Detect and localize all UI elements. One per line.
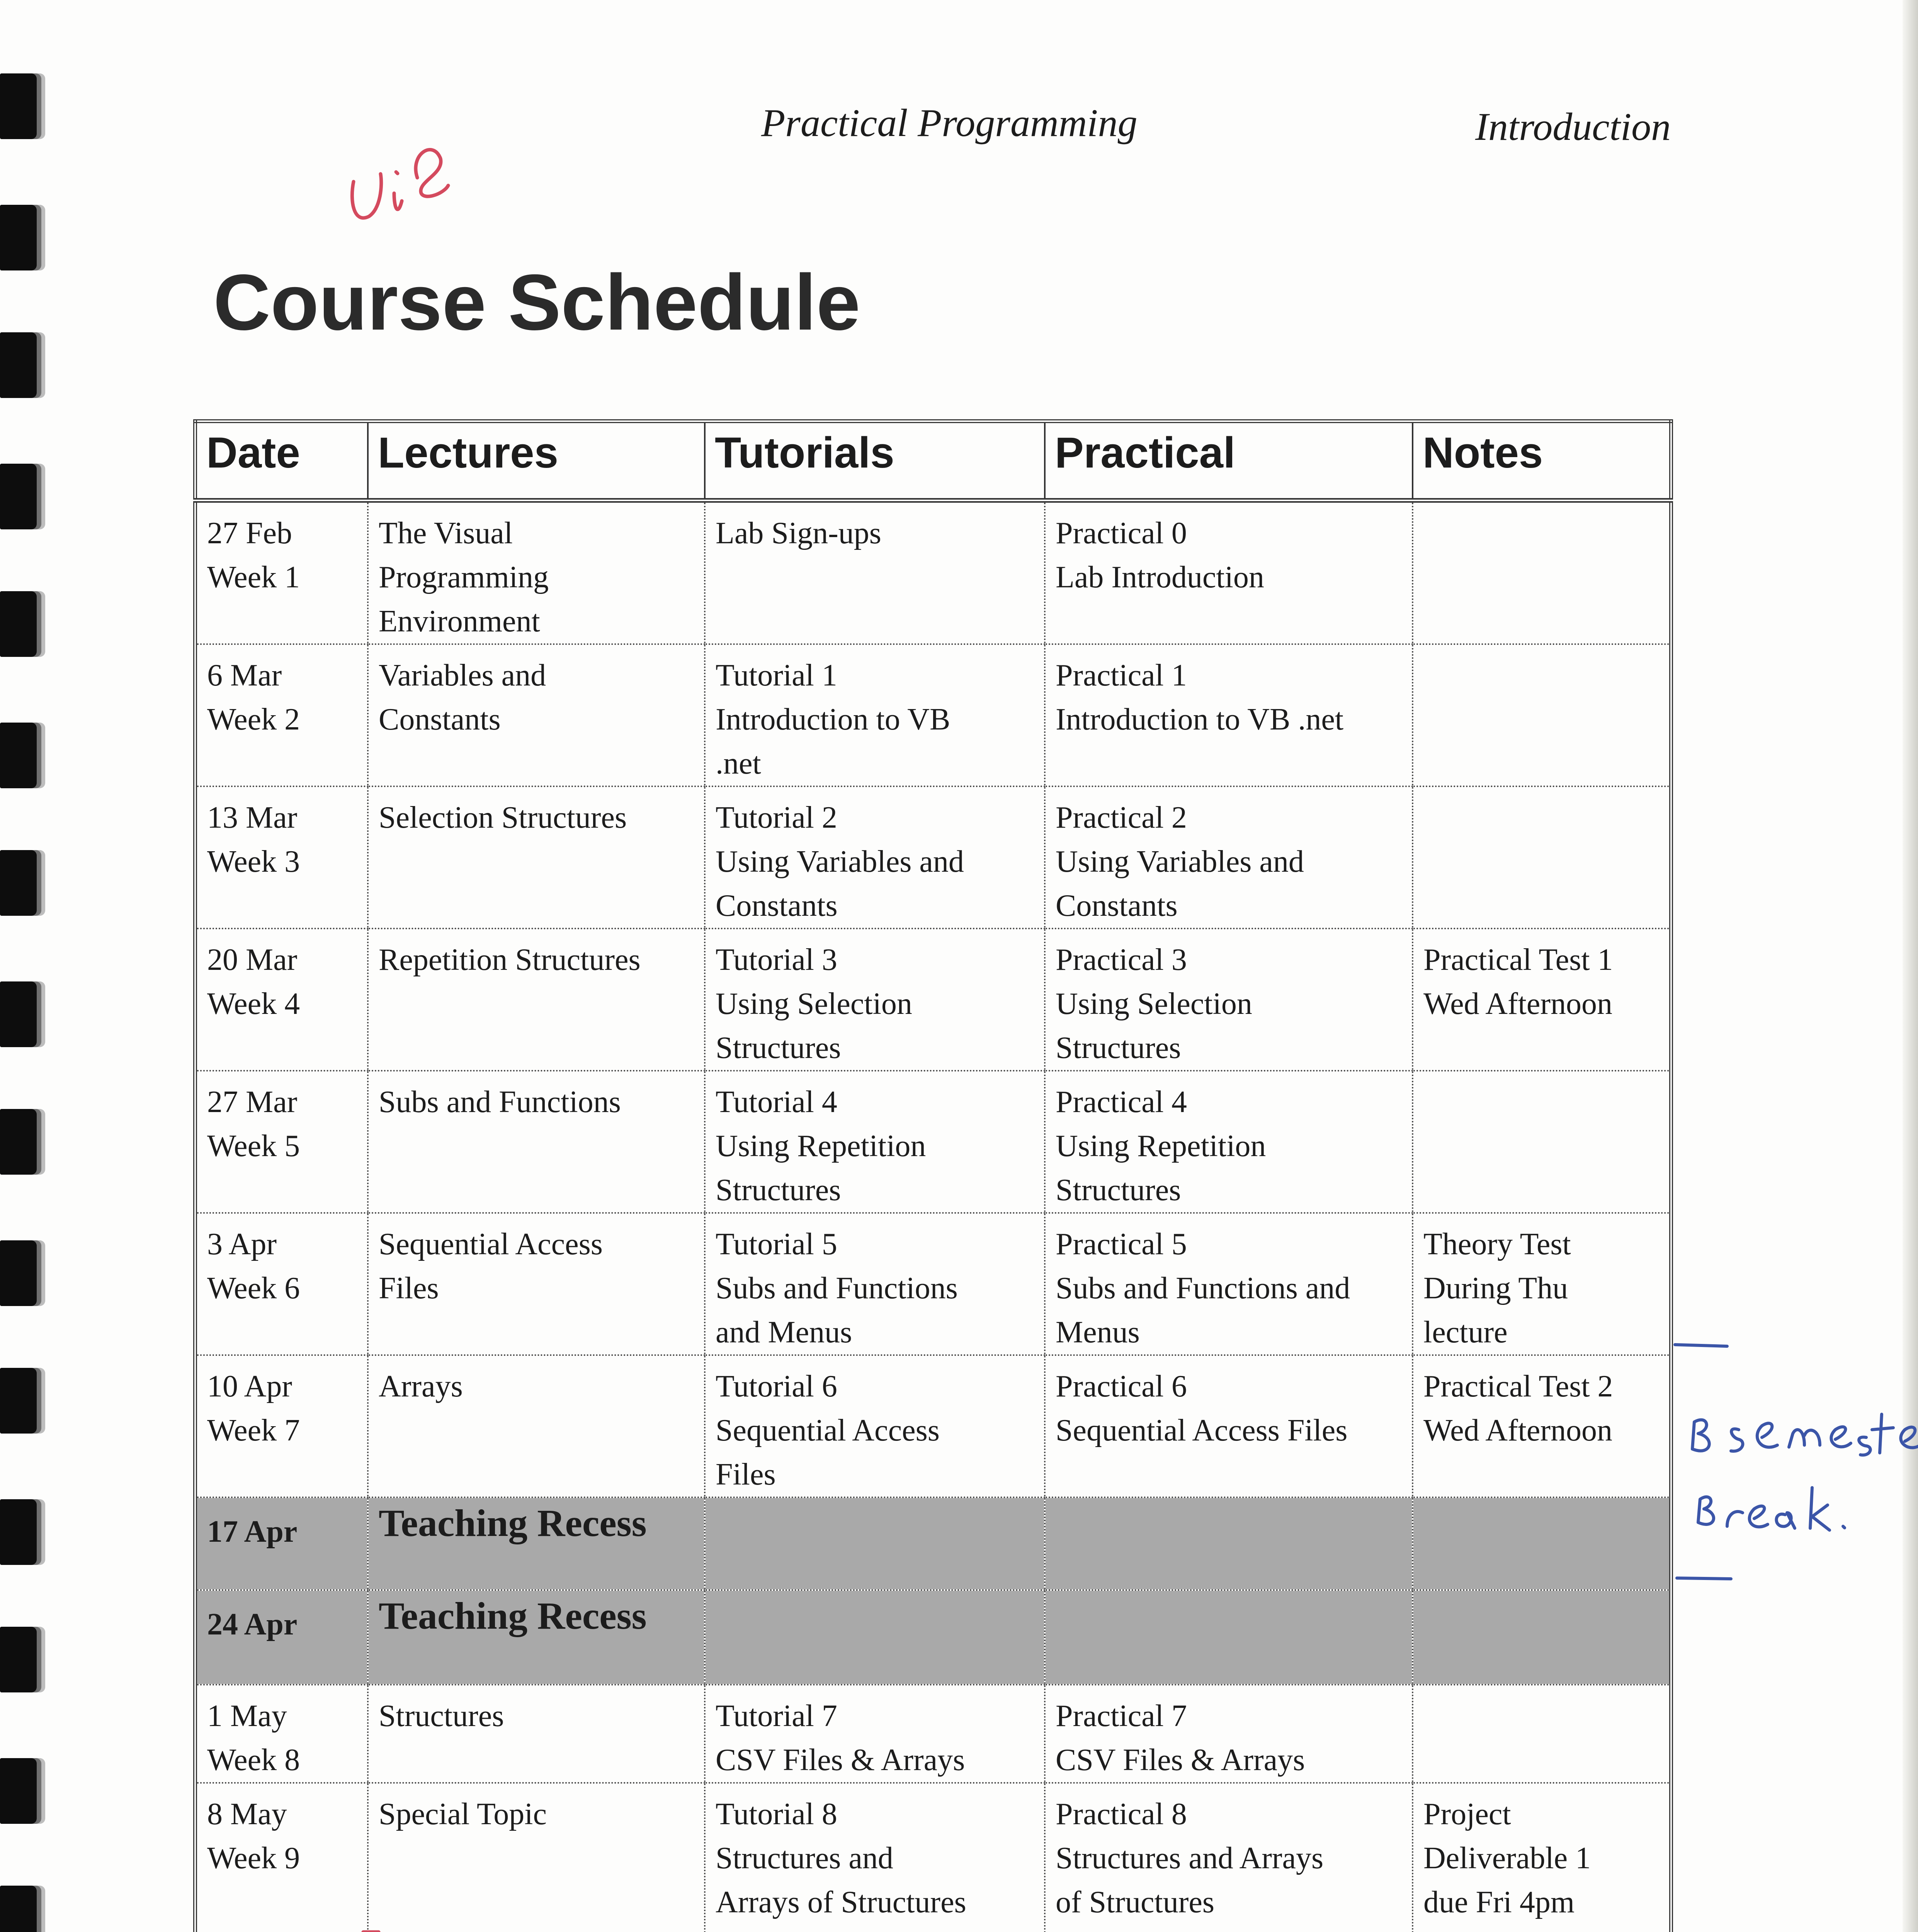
cell-text: Deliverable 1	[1423, 1841, 1591, 1875]
cell-text: Using Variables and	[716, 845, 964, 879]
cell-text: Using Repetition	[1056, 1129, 1266, 1163]
page-edge-shadow	[1903, 0, 1918, 1932]
cell-text: Week 7	[207, 1413, 300, 1447]
cell-lectures	[368, 1590, 705, 1685]
cell-date	[195, 644, 368, 786]
cell-text: 8 May	[207, 1797, 287, 1831]
table-row	[195, 1355, 1671, 1497]
cell-text: Teaching Recess	[379, 1502, 647, 1544]
cell-tutorials	[705, 644, 1045, 786]
cell-notes	[1413, 500, 1671, 644]
column-header-lectures: Lectures	[368, 421, 705, 500]
bracket-bottom-line	[1677, 1578, 1731, 1579]
cell-text: Structures	[1056, 1031, 1181, 1065]
cell-text: Practical Test 1	[1423, 943, 1613, 977]
cell-practical	[1045, 644, 1413, 786]
cell-text: Using Selection	[716, 987, 912, 1021]
cell-text: Subs and Functions	[716, 1271, 958, 1305]
cell-date	[195, 1783, 368, 1932]
cell-date	[195, 1213, 368, 1355]
cell-text: 27 Mar	[207, 1085, 298, 1119]
cell-date	[195, 1497, 368, 1590]
cell-text: Sequential Access Files	[1056, 1413, 1348, 1447]
cell-practical	[1045, 1213, 1413, 1355]
cell-text: Practical 3	[1056, 943, 1187, 977]
cell-notes	[1413, 1783, 1671, 1932]
cell-text: Tutorial 1	[716, 658, 837, 692]
cell-practical	[1045, 1355, 1413, 1497]
cell-text: Practical 5	[1056, 1227, 1187, 1261]
cell-lectures	[368, 1497, 705, 1590]
cell-tutorials	[705, 1590, 1045, 1685]
cell-text: Wed Afternoon	[1423, 1413, 1612, 1447]
cell-lectures	[368, 1355, 705, 1497]
cell-text: Subs and Functions and	[1056, 1271, 1350, 1305]
cell-text: Week 2	[207, 702, 300, 736]
cell-text: Project	[1423, 1797, 1511, 1831]
cell-notes	[1413, 1071, 1671, 1213]
cell-text: Week 1	[207, 560, 300, 594]
handwritten-initials-mark	[352, 150, 448, 218]
cell-tutorials	[705, 1685, 1045, 1783]
cell-text: Introduction to VB .net	[1056, 702, 1344, 736]
cell-text: .net	[716, 747, 761, 781]
cell-text: Using Variables and	[1056, 845, 1304, 879]
cell-text: Structures and Arrays	[1056, 1841, 1324, 1875]
cell-text: CSV Files & Arrays	[1056, 1743, 1305, 1777]
cell-text: 20 Mar	[207, 943, 298, 977]
cell-lectures	[368, 929, 705, 1071]
cell-text: Special Topic	[379, 1797, 547, 1831]
cell-text: Week 5	[207, 1129, 300, 1163]
schedule-body	[195, 500, 1671, 1932]
cell-lectures	[368, 1213, 705, 1355]
cell-text: Sequential Access	[379, 1227, 603, 1261]
cell-notes	[1413, 644, 1671, 786]
cell-text: Subs and Functions	[379, 1085, 621, 1119]
cell-text: Week 6	[207, 1271, 300, 1305]
cell-text: Teaching Recess	[379, 1594, 647, 1637]
cell-lectures	[368, 644, 705, 786]
spiral-binding	[0, 62, 50, 1932]
cell-text: Practical 6	[1056, 1369, 1187, 1403]
cell-text: Using Selection	[1056, 987, 1252, 1021]
cell-tutorials	[705, 1071, 1045, 1213]
cell-text: Arrays of Structures	[716, 1885, 966, 1919]
table-row	[195, 1213, 1671, 1355]
cell-text: Repetition Structures	[379, 943, 641, 977]
bracket-top-line	[1675, 1345, 1727, 1346]
cell-text: Week 4	[207, 987, 300, 1021]
cell-text: Practical 1	[1056, 658, 1187, 692]
handwritten-semester-break-note	[1692, 1414, 1918, 1455]
cell-date	[195, 1071, 368, 1213]
course-schedule-table	[193, 419, 1673, 1932]
cell-text: Theory Test	[1423, 1227, 1571, 1261]
cell-text: Practical Test 2	[1423, 1369, 1613, 1403]
cell-notes	[1413, 786, 1671, 929]
cell-text: Practical 2	[1056, 801, 1187, 835]
cell-practical	[1045, 786, 1413, 929]
table-row	[195, 929, 1671, 1071]
cell-text: Structures and	[716, 1841, 893, 1875]
cell-text: Tutorial 5	[716, 1227, 837, 1261]
cell-text: Tutorial 2	[716, 801, 837, 835]
cell-lectures	[368, 500, 705, 644]
cell-tutorials	[705, 1783, 1045, 1932]
cell-text: 13 Mar	[207, 801, 298, 835]
cell-text: 3 Apr	[207, 1227, 277, 1261]
cell-date	[195, 929, 368, 1071]
column-header-notes: Notes	[1413, 421, 1671, 500]
cell-text: Environment	[379, 604, 540, 638]
cell-text: and Menus	[716, 1315, 852, 1349]
cell-text: During Thu	[1423, 1271, 1568, 1305]
cell-text: Files	[379, 1271, 439, 1305]
table-row	[195, 500, 1671, 644]
table-row-recess	[195, 1497, 1671, 1590]
cell-date	[195, 1590, 368, 1685]
cell-text: Structures	[716, 1173, 841, 1207]
cell-practical	[1045, 1783, 1413, 1932]
cell-lectures	[368, 786, 705, 929]
running-header-section: Introduction	[1475, 105, 1671, 149]
table-row-recess	[195, 1590, 1671, 1685]
cell-lectures	[368, 1071, 705, 1213]
cell-text: 24 Apr	[207, 1607, 298, 1641]
cell-text: Programming	[379, 560, 549, 594]
cell-tutorials	[705, 1497, 1045, 1590]
cell-text: Tutorial 8	[716, 1797, 837, 1831]
cell-text: 27 Feb	[207, 516, 292, 550]
table-header-row	[195, 421, 1671, 500]
cell-text: Constants	[1056, 889, 1178, 923]
column-header-tutorials: Tutorials	[705, 421, 1045, 500]
cell-lectures	[368, 1685, 705, 1783]
column-header-date: Date	[195, 421, 368, 500]
cell-text: Week 9	[207, 1841, 300, 1875]
cell-text: Lab Sign-ups	[716, 516, 881, 550]
cell-text: lecture	[1423, 1315, 1508, 1349]
cell-practical	[1045, 1590, 1413, 1685]
cell-date	[195, 786, 368, 929]
cell-text: 1 May	[207, 1699, 287, 1733]
cell-notes	[1413, 1685, 1671, 1783]
cell-notes	[1413, 1497, 1671, 1590]
cell-text: Variables and	[379, 658, 546, 692]
cell-text: Selection Structures	[379, 801, 627, 835]
cell-practical	[1045, 1685, 1413, 1783]
cell-text: Structures	[379, 1699, 504, 1733]
running-header-course: Practical Programming	[761, 101, 1138, 145]
cell-text: Lab Introduction	[1056, 560, 1264, 594]
cell-tutorials	[705, 929, 1045, 1071]
cell-text: Week 3	[207, 845, 300, 879]
cell-text: The Visual	[379, 516, 513, 550]
cell-text: Practical 0	[1056, 516, 1187, 550]
cell-text: of Structures	[1056, 1885, 1215, 1919]
cell-practical	[1045, 1071, 1413, 1213]
cell-text: 6 Mar	[207, 658, 282, 692]
cell-text: Week 8	[207, 1743, 300, 1777]
cell-text: 10 Apr	[207, 1369, 292, 1403]
cell-date	[195, 1355, 368, 1497]
cell-text: Files	[716, 1458, 776, 1492]
cell-tutorials	[705, 500, 1045, 644]
cell-text: Using Repetition	[716, 1129, 926, 1163]
cell-practical	[1045, 500, 1413, 644]
cell-text: Sequential Access	[716, 1413, 940, 1447]
table-row	[195, 1071, 1671, 1213]
cell-lectures	[368, 1783, 705, 1932]
page-title: Course Schedule	[213, 258, 860, 347]
cell-text: Menus	[1056, 1315, 1140, 1349]
cell-notes	[1413, 1355, 1671, 1497]
cell-text: Practical 7	[1056, 1699, 1187, 1733]
handwritten-break-word	[1698, 1488, 1845, 1530]
cell-text: 17 Apr	[207, 1515, 298, 1549]
cell-text: Wed Afternoon	[1423, 987, 1612, 1021]
cell-practical	[1045, 929, 1413, 1071]
table-row	[195, 1783, 1671, 1932]
cell-text: CSV Files & Arrays	[716, 1743, 965, 1777]
cell-text: Tutorial 6	[716, 1369, 837, 1403]
cell-text: Practical 8	[1056, 1797, 1187, 1831]
table-row	[195, 786, 1671, 929]
cell-tutorials	[705, 1355, 1045, 1497]
cell-tutorials	[705, 1213, 1045, 1355]
cell-text: Tutorial 7	[716, 1699, 837, 1733]
cell-text: due Fri 4pm	[1423, 1885, 1575, 1919]
table-row	[195, 1685, 1671, 1783]
cell-text: Constants	[379, 702, 501, 736]
cell-date	[195, 500, 368, 644]
cell-text: Structures	[716, 1031, 841, 1065]
cell-date	[195, 1685, 368, 1783]
cell-text: Tutorial 3	[716, 943, 837, 977]
cell-notes	[1413, 1590, 1671, 1685]
cell-text: Structures	[1056, 1173, 1181, 1207]
cell-practical	[1045, 1497, 1413, 1590]
table-row	[195, 644, 1671, 786]
cell-text: Arrays	[379, 1369, 463, 1403]
cell-text: Constants	[716, 889, 838, 923]
cell-text: Introduction to VB	[716, 702, 950, 736]
cell-notes	[1413, 1213, 1671, 1355]
cell-tutorials	[705, 786, 1045, 929]
column-header-practical: Practical	[1045, 421, 1413, 500]
cell-text: Tutorial 4	[716, 1085, 837, 1119]
cell-notes	[1413, 929, 1671, 1071]
cell-text: Practical 4	[1056, 1085, 1187, 1119]
